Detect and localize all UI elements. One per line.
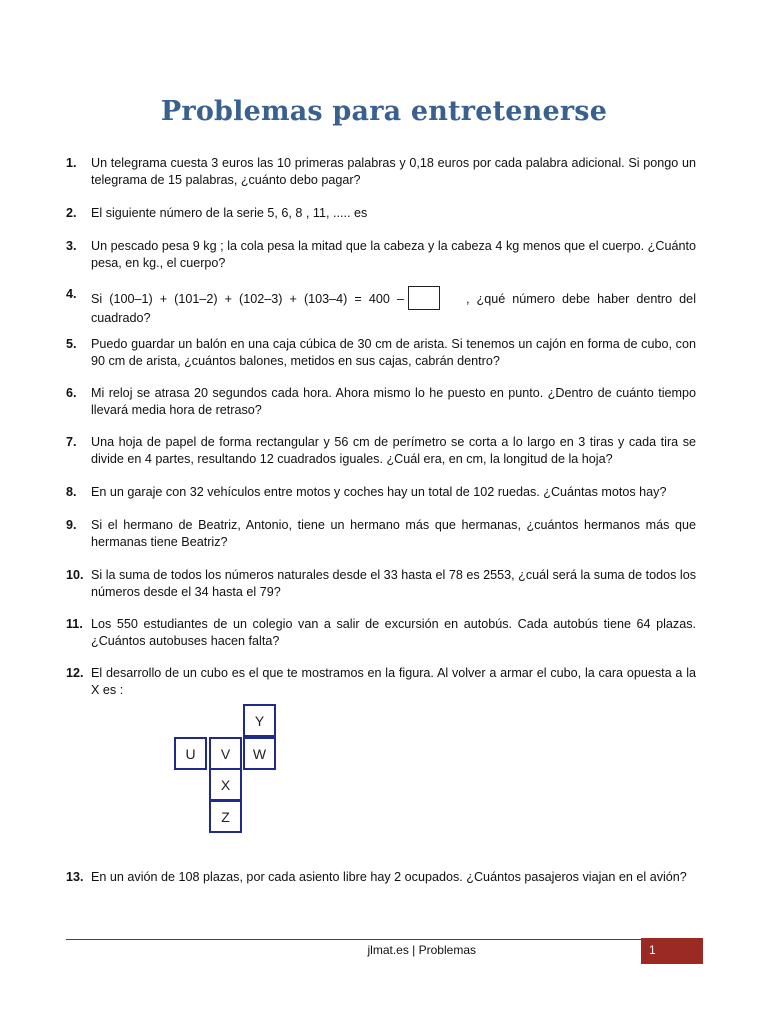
cube-face-w: W [243, 737, 276, 770]
cube-face-z: Z [209, 800, 242, 833]
answer-box [408, 286, 440, 310]
problem-number: 5. [66, 337, 77, 351]
problem-text: El desarrollo de un cubo es el que te mostramos en la figura. Al volver a armar el cubo, la cara opuesta a la X es : [91, 666, 696, 697]
page-number-badge: 1 [641, 938, 703, 964]
problem-1 [66, 155, 696, 189]
problem-6 [66, 385, 696, 419]
problem-text: Puedo guardar un balón en una caja cúbica de 30 cm de arista. Si tenemos un cajón en forma de cubo, con 90 cm de arista, ¿cuántos balones, metidos en sus cajas, cabrán dentro? [91, 337, 696, 368]
problem-text: Si la suma de todos los números naturales desde el 33 hasta el 78 es 2553, ¿cuál será la suma de todos los números desde el 34 hasta el 79? [91, 568, 696, 599]
problem-number: 10. [66, 568, 84, 582]
cube-face-y: Y [243, 704, 276, 737]
problem-10 [66, 567, 696, 601]
problem-number: 6. [66, 386, 77, 400]
problem-12 [66, 665, 696, 699]
problem-text: Una hoja de papel de forma rectangular y 56 cm de perímetro se corta a lo largo en 3 tiras y cada tira se divide en 4 partes, resultando 12 cuadrados iguales. ¿Cuál era, en cm, la longitud de la hoja? [91, 435, 696, 466]
problem-5 [66, 336, 696, 370]
problem-11 [66, 616, 696, 650]
cube-face-x: X [209, 768, 242, 801]
problem-text: Mi reloj se atrasa 20 segundos cada hora. Ahora mismo lo he puesto en punto. ¿Dentro de cuánto tiempo llevará media hora de retraso? [91, 386, 696, 417]
problem-text: Si el hermano de Beatriz, Antonio, tiene un hermano más que hermanas, ¿cuántos hermanos más que hermanas tiene Beatriz? [91, 518, 696, 549]
problem-number: 3. [66, 239, 77, 253]
problem-7 [66, 434, 696, 468]
problem-number: 7. [66, 435, 77, 449]
problem-number: 2. [66, 206, 77, 220]
problem-3 [66, 238, 696, 272]
problem-number: 11. [66, 617, 83, 631]
problem-text-before: Si (100–1) + (101–2) + (102–3) + (103–4) = 400 – [91, 292, 404, 306]
problem-9 [66, 517, 696, 551]
problem-number: 8. [66, 485, 77, 499]
page-title: Problemas para entretenerse [160, 96, 608, 127]
problem-text: En un garaje con 32 vehículos entre motos y coches hay un total de 102 ruedas. ¿Cuántas motos hay? [91, 485, 667, 499]
footer-text: jlmat.es | Problemas [367, 943, 476, 957]
problem-text-after: , ¿qué número debe haber dentro del cuadrado? [91, 292, 696, 325]
problem-number: 1. [66, 156, 77, 170]
problem-number: 9. [66, 518, 77, 532]
problem-text: En un avión de 108 plazas, por cada asiento libre hay 2 ocupados. ¿Cuántos pasajeros viajan en el avión? [91, 870, 687, 884]
problem-text: El siguiente número de la serie 5, 6, 8 , 11, ..... es [91, 206, 368, 220]
problem-13 [66, 869, 696, 886]
problem-text: Un telegrama cuesta 3 euros las 10 primeras palabras y 0,18 euros por cada palabra adicional. Si pongo un telegrama de 15 palabras, ¿cuánto debo pagar? [91, 156, 696, 187]
problem-number: 12. [66, 666, 84, 680]
cube-face-u: U [174, 737, 207, 770]
problem-text [91, 286, 696, 327]
problem-2 [66, 205, 696, 222]
problem-text: Los 550 estudiantes de un colegio van a salir de excursión en autobús. Cada autobús tiene 64 plazas. ¿Cuántos autobuses hacen falta? [91, 617, 696, 648]
problem-8 [66, 484, 696, 501]
problem-text: Un pescado pesa 9 kg ; la cola pesa la mitad que la cabeza y la cabeza 4 kg menos que el cuerpo. ¿Cuánto pesa, en kg., el cuerpo? [91, 239, 696, 270]
footer-divider [66, 939, 642, 940]
problem-number: 13. [66, 870, 84, 884]
cube-face-v: V [209, 737, 242, 770]
problem-number: 4. [66, 287, 77, 301]
problem-4 [66, 286, 696, 327]
